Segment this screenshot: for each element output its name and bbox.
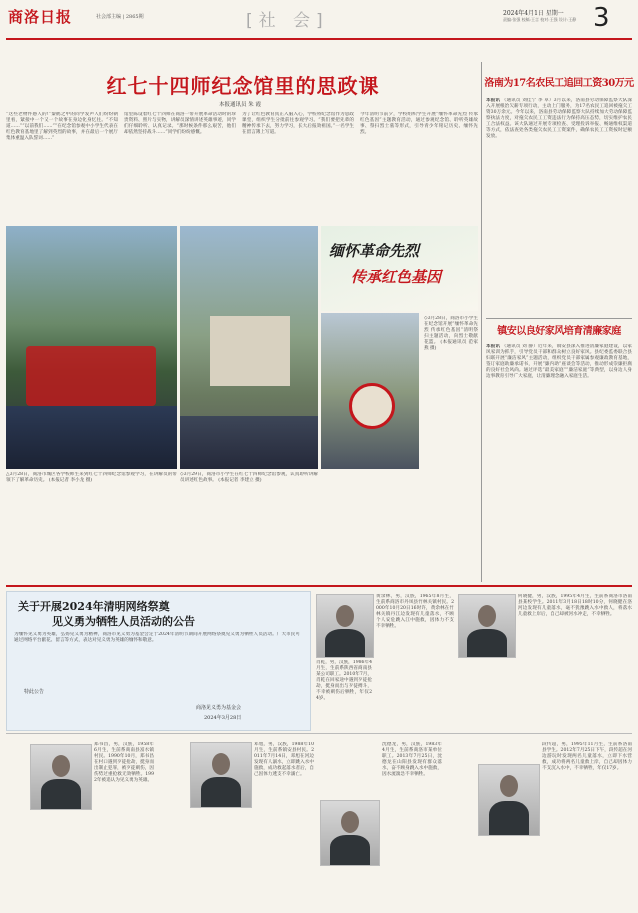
caption-wreath-credit: (本报通讯员 范家燕 摄) (424, 340, 478, 351)
notice-title-line2: 见义勇为牺牲人员活动的公告 (52, 615, 195, 628)
main-byline: 本报通讯员 朱 霞 (219, 102, 261, 108)
building-shape (210, 316, 290, 386)
body-shape (325, 629, 365, 657)
photo-wreath (321, 313, 419, 469)
main-story-col4: 今年清明节前夕，学校组织学生开展“缅怀革命先烈 传承红色基因”主题教育活动，通过参观纪念馆、聆听英雄故事、祭扫烈士墓等形式，引导青少年铭记历史、缅怀先烈。 (360, 112, 478, 135)
portrait-hero-4 (30, 744, 92, 810)
masthead (0, 0, 638, 46)
story-wages-body: （通讯员 刘佳宁 李 卓）3月以来，洛南县劳动保障监察大队深入开展根治欠薪专项行动，主动上门服务，为17名农民工追回被拖欠工资30万余元。今年以来，洛南县劳动保障监察大队持续加大劳动保障监察执法力度，对拖欠农民工工资违法行为保持高压态势，切实维护农民工合法权益。该大队通过开展专项检查、受理投诉举报、畅通维权渠道等方式，依法查处各类拖欠农民工工资案件，确保农民工工资按时足额发放。 (486, 98, 632, 139)
issue-info: 社会部主编 | 2865期 (96, 14, 144, 20)
hero-7-text: 段传超，男，1995年11月生，生前系洛南县学生。2012年7月25日下午，段传超在河边游玩时发现两名儿童落水，立即下水营救，成功将两名儿童救上岸，自己却因体力不支沉入水中，不幸牺牲，年仅17岁。 (542, 742, 632, 771)
face-shape (341, 811, 359, 833)
story-family-body: （通讯员 刘 静）近年来，镇安县深入推进清廉家庭建设，以家风家训为抓手，引导党员干部和群众树立良好家风。县纪委监委联合县妇联开展“廉洁家风”主题活动，组织党员干部家属参观廉政教育基地，签订家庭助廉承诺书，开展“廉内助”座谈会等活动，推动形成崇廉拒腐的良好社会风尚。通过评选“最美家庭”“廉洁家庭”等典型，以身边人身边事教育引导广大家庭，让清廉理念融入家庭生活。 (486, 344, 632, 379)
body-shape (489, 801, 529, 835)
photo-students-oath (6, 226, 177, 469)
face-shape (500, 775, 518, 797)
section-title: [社 会] (246, 11, 329, 31)
notice-signature: 商洛见义勇为基金会 (196, 705, 242, 711)
story-family-byline: 本报讯 (486, 344, 501, 349)
caption-oath-credit: (本报记者 李小龙 摄) (48, 478, 93, 483)
banner-line1: 缅怀革命先烈 (329, 242, 420, 260)
hero-6-text: 沈德龙，男，汉族，1983年4月生，生前系商洛市某单位职工。2013年7月25日，沈德龙在山阳县发现有群众落水，奋不顾身跳入水中施救，因水流湍急不幸牺牲。 (382, 742, 442, 777)
notice-title-line1: 关于开展2024年清明网络祭奠 (18, 600, 170, 613)
face-shape (52, 755, 70, 777)
bottom-rule (6, 733, 632, 734)
wreath-shape (349, 383, 395, 429)
hero-1-text: 黄余林，男，汉族，1965年8月生，生前系商洛市丹凤县竹林关镇村民。2000年10月20日16时许，黄余林在竹林关镇丹江边发现有儿童落水，不顾个人安危跳入江中施救，因体力不支不幸牺牲。 (376, 594, 454, 629)
portrait-hero-5 (190, 742, 252, 808)
body-shape (201, 777, 241, 807)
caption-wreath: ◇3月28日，商洛市小学生在纪念馆开展“缅怀革命先烈 传承红色基因”清明祭扫主题活动，向烈士敬献花篮。 (本报通讯员 范家燕 摄) (424, 316, 478, 351)
face-shape (212, 753, 230, 775)
masthead-rule (6, 38, 632, 40)
main-story-col3: 为了让红色教育真正入脑入心，学校将纪念馆作为思政课堂，组织学生分批前往参观学习。“我们要把先辈的精神传承下去，努力学习，长大后报效祖国。”一名学生在留言簿上写道。 (242, 112, 354, 135)
hero-3-text: 何晓健，男，汉族，1995年4月生，生前系商洛市洛南县某校学生。2011年3月18日18时10分，何晓健在洛河边发现有儿童落水，毫不犹豫跳入水中救人，将落水儿童救上岸后，自己却被河水冲走，不幸牺牲。 (518, 594, 632, 617)
notice-body: 为缅怀见义勇为英雄，弘扬见义勇为精神，商洛市见义勇为基金会定于2024年清明节期间开展网络祭奠见义勇为牺牲人员活动。广大市民可通过网络平台献花、留言等方式，表达对见义勇为英雄的缅怀和敬意。 (14, 632, 300, 643)
caption-hall: ◇3月29日，商洛市小学生在红七十四师纪念馆参观，认真聆听讲解员讲述红色故事。 (本报记者 李建立 摄) (180, 472, 318, 483)
caption-oath: △3月28日，商洛市城区各学校师生来到红七十四师纪念馆参观学习，在讲解员的带领下了解革命历史。 (本报记者 李小龙 摄) (6, 472, 177, 483)
right-rule (486, 318, 632, 319)
visitors-shape (180, 416, 318, 469)
banner-line2: 传承红色基因 (351, 268, 442, 286)
body-shape (467, 629, 507, 657)
portrait-hero-3 (458, 594, 516, 658)
notice-date: 2024年3月28日 (204, 715, 242, 721)
body-shape (330, 835, 370, 865)
main-headline: 红七十四师纪念馆里的思政课 (106, 74, 380, 98)
main-story-col1: “这些老物件感人的!”秦鹤之中的同学发声人们纷纷朝里看，紧接中一个又一个故事在身边化身忆往。“不知道……”“以前我们……”“在纪念馆参观中小学生代表在红色教育基地里了解到英烈的故事，并在最后一个展厅集体重温入队誓词……” (6, 112, 118, 141)
portrait-hero-1 (316, 594, 374, 658)
portrait-hero-6 (320, 800, 380, 866)
portrait-hero-7 (478, 764, 540, 836)
page-number: 3 (593, 3, 610, 33)
hero-5-text: 邓旭，男，汉族，1988年10月生，生前系镇安县村民。2011年7月14日，邓旭在河边发现有人溺水，立即跳入水中施救，成功救起落水者后，自己因体力透支不幸溺亡。 (254, 742, 314, 777)
hero-2-text: 肖乾，男，汉族，1986年4月生，生前系陕西省商南县某公司职工。2010年7月，肖乾在回家途中遇到歹徒抢劫，挺身而出与歹徒搏斗，不幸被刺伤后牺牲，年仅24岁。 (316, 660, 372, 701)
editor-credits: 责编:张强 校稿:王言 校对:王强 设计:王静 (503, 17, 577, 22)
column-rule (481, 62, 482, 582)
issue-date: 2024年4月1日 星期一 (503, 10, 564, 17)
story-wages-byline: 本报讯 (486, 98, 501, 103)
notice-closing: 特此公告 (24, 689, 45, 695)
main-story-col2: 馆里陈设着红七十四师在商洛一带开展革命活动时的珍贵资料、照片与实物，讲解员深情讲述英雄事迹，同学们仔细聆听、认真记录。“那时候条件那么艰苦，他们却依然坚持战斗……”同学们纷纷感慨。 (124, 112, 236, 135)
section-divider (6, 585, 632, 587)
story-wages (486, 98, 632, 314)
red-flag-shape (26, 346, 156, 406)
story-headline-wages: 洛南为17名农民工追回工资30万元 (484, 78, 634, 89)
photo-memorial-hall (180, 226, 318, 469)
crowd-shape (6, 406, 177, 469)
body-shape (41, 779, 81, 809)
newspaper-logo: 商洛日报 (8, 8, 73, 26)
caption-hall-credit: (本报记者 李建立 摄) (218, 478, 262, 483)
story-headline-family: 镇安以良好家风培育清廉家庭 (497, 326, 621, 337)
face-shape (336, 605, 354, 627)
story-family (486, 344, 632, 580)
banner-panel (321, 226, 478, 311)
face-shape (478, 605, 496, 627)
hero-4-text: 郑书昌，男，汉族，1958年6月生，生前系商南县富水镇村民。1990年10月，郑书昌在村口遇到歹徒抢劫，挺身而出制止犯罪，被歹徒刺伤，因伤势过重抢救无效牺牲。1992年被追认为见义勇为英雄。 (94, 742, 154, 783)
